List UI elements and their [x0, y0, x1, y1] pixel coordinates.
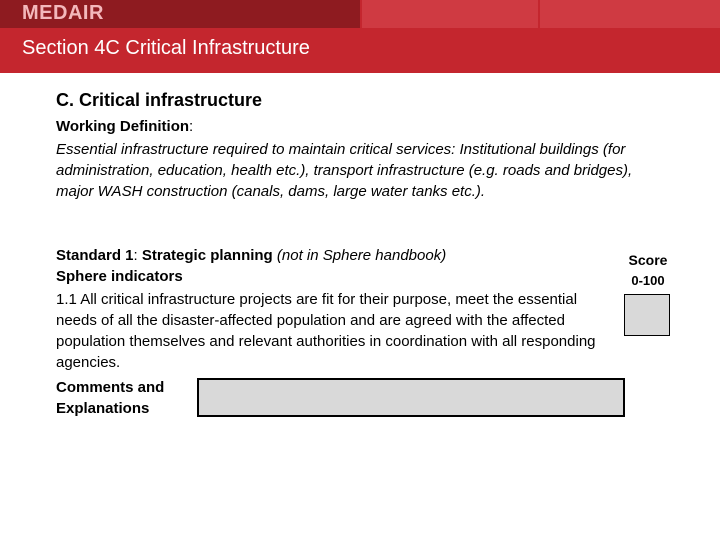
- comments-input[interactable]: [197, 378, 625, 417]
- header-accent-band: [362, 0, 538, 28]
- definition-text: Essential infrastructure required to maintain critical services: Institutional buildings (for administration, education, health etc.), transport infrastructure (e.g. roads and bridges), major WASH construction (canals, dams, large water tanks etc.).: [56, 141, 633, 200]
- comments-label: Comments and Explanations: [56, 379, 165, 417]
- score-range: 0-100: [631, 273, 665, 288]
- definition-colon: :: [189, 118, 194, 135]
- header-band: [0, 0, 720, 73]
- score-label: Score: [628, 252, 668, 268]
- header-accent-band-right: [540, 0, 720, 28]
- standard-prefix: Standard 1: [56, 247, 134, 264]
- standard-colon: :: [133, 247, 142, 264]
- section-title: Section 4C Critical Infrastructure: [22, 37, 310, 59]
- page-heading: C. Critical infrastructure: [56, 90, 263, 110]
- standard-line: [56, 247, 446, 264]
- medair-logo: MEDAIR: [22, 2, 104, 24]
- standard-note: (not in Sphere handbook): [272, 247, 447, 264]
- sphere-indicators-label: Sphere indicators: [56, 268, 183, 285]
- definition-label-text: Working Definition: [56, 118, 190, 135]
- standard-title: Strategic planning: [141, 247, 273, 264]
- definition-label: [56, 118, 193, 135]
- score-input[interactable]: [624, 294, 670, 336]
- indicator-text: 1.1 All critical infrastructure projects are fit for their purpose, meet the essential needs of all the disaster-affected population and are agreed with the affected population themselves and relevant authorities in coordination with all responding agencies.: [56, 291, 596, 371]
